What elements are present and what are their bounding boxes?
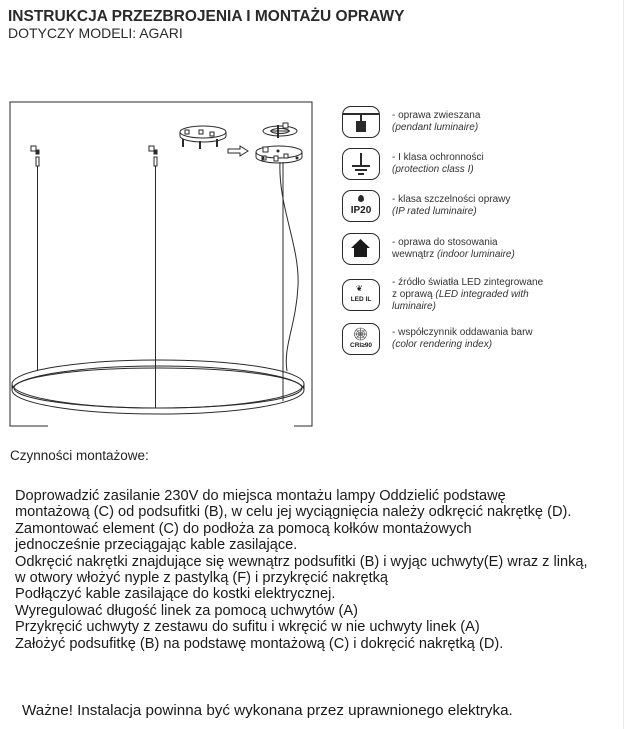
cable-holder-left — [31, 146, 39, 371]
legend-label-pl: - oprawa zwieszana — [392, 110, 481, 121]
instruction-line: Założyć podsufitkę (B) na podstawę montażową (C) i dokręcić nakrętką (D). — [15, 635, 504, 652]
canopy-base-right — [256, 146, 302, 163]
legend-label-pl: - współczynnik oddawania barw — [392, 327, 533, 338]
legend-label-pl: - I klasa ochronności — [392, 152, 484, 163]
instruction-line: Przykręcić uchwyty z zestawu do sufitu i wkręcić w nie uchwyty linek (A) — [15, 619, 480, 636]
legend-label-en: (IP rated luminaire) — [392, 206, 477, 217]
instruction-line: Podłączyć kable zasilające do kostki elektrycznej. — [15, 586, 336, 603]
canopy-cover — [263, 123, 297, 138]
document-subtitle: DOTYCZY MODELI: AGARI — [8, 25, 183, 41]
assembly-diagram — [0, 96, 330, 436]
led-ring — [12, 360, 304, 414]
instruction-line: Doprowadzić zasilanie 230V do miejsca montażu lampy Oddzielić podstawę — [15, 488, 506, 504]
legend-label-en-cont: luminaire) — [392, 301, 436, 312]
pendant-icon — [342, 106, 380, 138]
cri-icon — [342, 323, 380, 355]
legend-label-pl: - klasa szczelności oprawy — [392, 194, 511, 205]
legend-label-pl-cont: wewnątrz — [392, 249, 438, 260]
house-glyph — [343, 234, 378, 263]
legend-label-pl: - źródło światła LED zintegrowane — [392, 277, 544, 288]
led-icon — [342, 279, 380, 311]
instructions-heading: Czynności montażowe: — [10, 448, 149, 463]
legend-label-en: (indoor luminaire) — [437, 249, 515, 260]
instruction-line: Wyregulować długość linek za pomocą uchwytów (A) — [15, 602, 358, 619]
legend-label-en: (protection class I) — [392, 164, 474, 175]
safety-warning: Ważne! Instalacja powinna być wykonana przez uprawnionego elektryka. — [22, 702, 513, 719]
legend-label-pl: - oprawa do stosowania — [392, 237, 498, 248]
legend-label-en: (color rendering index) — [392, 339, 493, 350]
cri-badge: CRI≥90 — [350, 342, 372, 349]
instruction-line: w otwory włożyć nyple z pastylką (F) i przykręcić nakrętką — [15, 570, 389, 587]
legend-label-en: (pendant luminaire) — [392, 122, 479, 133]
house-icon — [342, 233, 380, 265]
document-title: INSTRUKCJA PRZEZBROJENIA I MONTAŻU OPRAWY — [8, 8, 405, 25]
ground-icon — [342, 148, 380, 180]
instruction-line: Zamontować element (C) do podłoża za pomocą kołków montażowych — [15, 520, 472, 537]
led-badge: LED IL — [350, 296, 372, 303]
legend-label-en: (LED integraded with — [435, 289, 529, 300]
water-drop-icon — [358, 195, 364, 202]
instruction-line: Odkręcić nakrętki znajdujące się wewnątrz podsufitki (B) i wyjąc uchwyty(E) wraz z linką, — [15, 553, 588, 570]
page-edge-divider — [623, 0, 624, 729]
arrow-icon — [228, 146, 248, 156]
legend-label-pl-cont: z oprawą — [392, 289, 436, 300]
ip20-icon — [342, 190, 380, 222]
leaf-icon: ❦ — [356, 284, 363, 293]
ip-badge: IP20 — [350, 205, 372, 216]
cable-holder-middle — [149, 146, 157, 408]
instruction-steps — [15, 488, 588, 652]
canopy-base-left — [180, 126, 226, 149]
instruction-line: montażową (C) od podsufitki (B), w celu jej wyciągnięcia należy odkręcić nakrętkę (D). — [15, 504, 572, 521]
instruction-line: jednocześnie przeciągając kable zasilające. — [15, 537, 298, 554]
